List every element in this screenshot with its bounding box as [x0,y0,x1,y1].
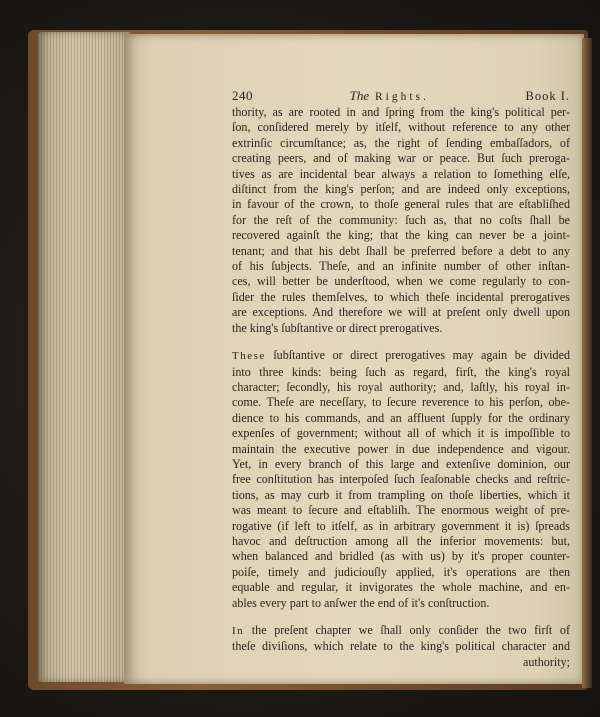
page-text [232,88,570,670]
text-line: ſider the rules themſelves, to which theſe incidental prerogatives [232,289,570,304]
lead-small-caps: In [232,625,245,637]
text-line: ces, will better be underſtood, when we come regularly to con- [232,274,570,289]
text-line-rest: the preſent chapter we ſhall only conſider the two firſt of [244,623,570,637]
text-line: character; ſecondly, his royal authority; and, laſtly, his royal in- [232,379,570,394]
text-line: into three kinds: being ſuch as regard, firſt, the king's royal [232,364,570,379]
paragraph-spacer [232,336,570,348]
text-line [232,623,570,639]
text-line: come. Theſe are neceſſary, to ſecure reverence to his perſon, obe- [232,395,570,410]
text-line: Yet, in every branch of this large and extenſive dominion, our [232,456,570,471]
running-title [350,88,429,105]
text-line: extrinſic circumſtance; as, the right of ſending embaſſadors, of [232,135,570,150]
lead-small-caps: These [232,350,266,363]
text-line: of his ſubjects. Theſe, and an infinite number of other inſtan- [232,259,570,274]
text-line: tenant; and that his debt ſhall be preferred before a debt to any [232,243,570,258]
text-line: havoc and deſtruction among all the inferior movements: but, [232,533,570,548]
text-line: when balanced and bridled (as with us) by it's proper counter- [232,549,570,564]
text-line: expenſes of government; without all of which it is impoſſible to [232,426,570,441]
text-line: the king's ſubſtantive or direct prerogatives. [232,320,443,335]
running-title-italic: The [349,88,370,103]
text-line: tives as are incidental bear always a relation to ſomething elſe, [232,166,570,181]
text-line: free conſtitution has interpoſed ſuch ſeaſonable checks and reſtric- [232,472,570,487]
text-line: thority, as are rooted in and ſpring from the king's political per- [232,105,570,119]
text-line: dience to his commands, and an affluent ſupply for the ordinary [232,410,570,425]
text-line: ables every part to anſwer the end of it's conſtruction. [232,595,490,610]
text-line: maintain the executive power in due independence and vigour. [232,441,570,456]
text-line: was meant to ſecure and eſtabliſh. The enormous weight of pre- [232,503,570,518]
text-line: equable and regular, it invigorates the whole machine, and en- [232,580,570,595]
right-board-edge [582,38,592,688]
text-line: ſon, conſidered merely by itſelf, without reference to any other [232,120,570,135]
paragraph-2 [232,348,570,611]
running-title-text: Rights. [374,91,429,103]
catchword-line: authority; [522,654,570,669]
text-line: poiſe, timely and judiciouſly applied, it's operations are then [232,564,570,579]
page-number: 240 [232,88,253,103]
book-number: Book I. [525,89,570,103]
text-line: rogative (if left to itſelf, as in arbitrary government it is) ſpreads [232,518,570,533]
text-line: are exceptions. And therefore we will at preſent only dwell upon [232,305,570,320]
text-line: for the reſt of the community: ſuch as, that no coſts ſhall be [232,212,570,227]
paragraph-1 [232,105,570,336]
paragraph-spacer [232,611,570,623]
text-line: creating peers, and of making war or peace. But ſuch preroga- [232,151,570,166]
running-header [232,88,570,105]
text-line: diſtinct from the king's perſon; and are indeed only exceptions, [232,182,570,197]
page-edges [38,32,130,682]
text-line-rest: ſubſtantive or direct prerogatives may again be divided [265,348,570,363]
text-line: recovered againſt the king; that the king can never be a joint- [232,228,570,243]
text-line: in favour of the crown, to thoſe general rules that are eſtabliſhed [232,197,570,212]
text-line: tions, as may curb it from trampling on thoſe liberties, which it [232,487,570,502]
text-line: theſe diviſions, which relate to the king's political character and [232,639,570,654]
paragraph-3 [232,623,570,670]
text-line [232,348,570,364]
